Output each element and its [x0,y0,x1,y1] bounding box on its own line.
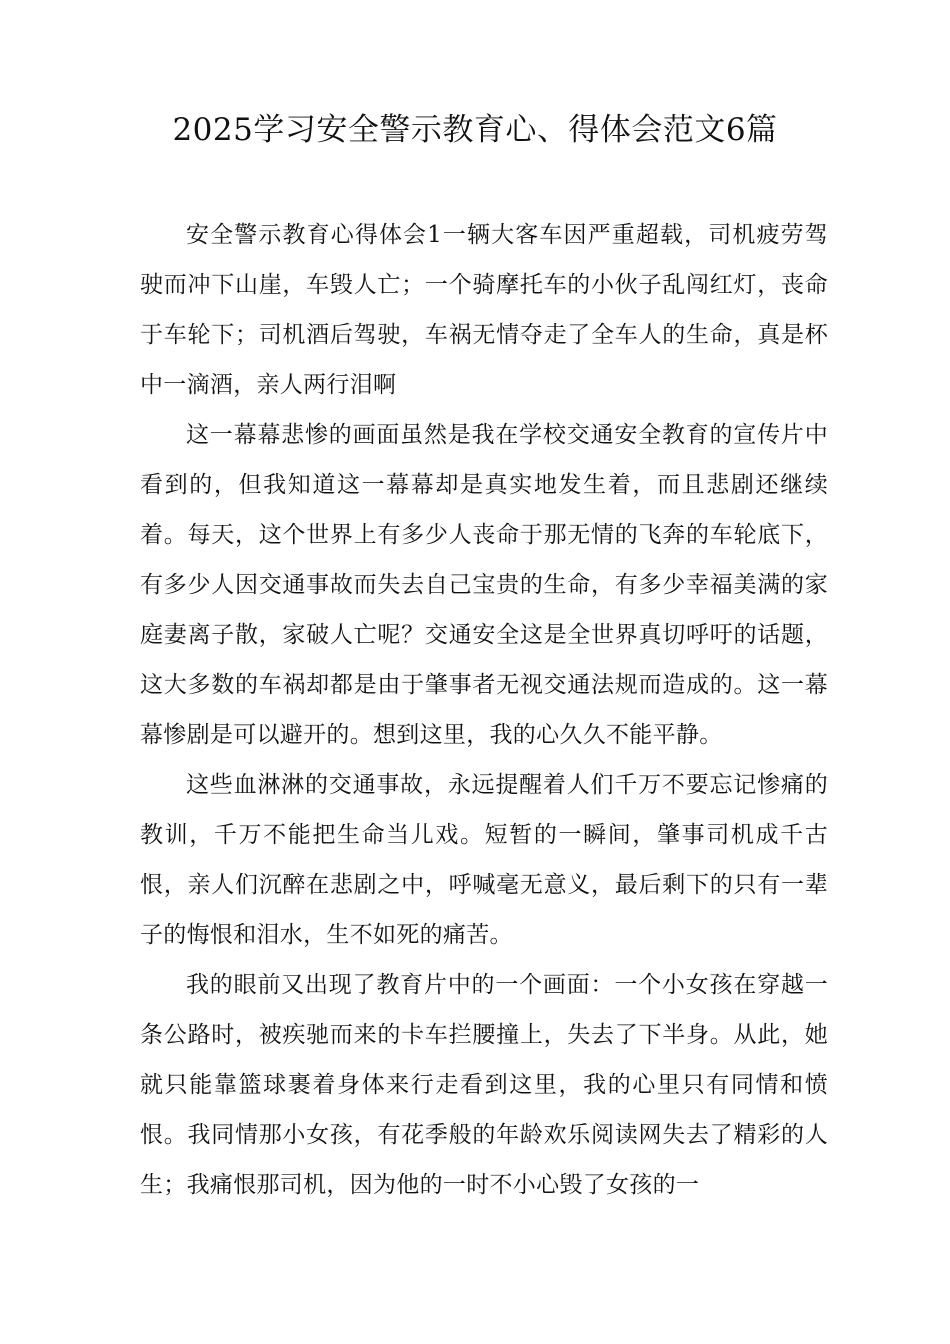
document-title: 2025学习安全警示教育心、得体会范文6篇 [172,112,778,148]
document-body [140,210,828,1210]
paragraph-3: 这些血淋淋的交通事故，永远提醒着人们千万不要忘记惨痛的教训，千万不能把生命当儿戏。短暂的一瞬间，肇事司机成千古恨，亲人们沉醉在悲剧之中，呼喊毫无意义，最后剩下的只有一辈子的悔恨和泪水，生不如死的痛苦。 [140,772,828,948]
paragraph-1: 安全警示教育心得体会1一辆大客车因严重超载，司机疲劳驾驶而冲下山崖，车毁人亡；一个骑摩托车的小伙子乱闯红灯，丧命于车轮下；司机酒后驾驶，车祸无情夺走了全车人的生命，真是杯中一滴酒，亲人两行泪啊 [140,222,828,398]
paragraph-4: 我的眼前又出现了教育片中的一个画面：一个小女孩在穿越一条公路时，被疾驰而来的卡车拦腰撞上，失去了下半身。从此，她就只能靠篮球裹着身体来行走看到这里，我的心里只有同情和愤恨。我同情那小女孩，有花季般的年龄欢乐阅读网失去了精彩的人生；我痛恨那司机，因为他的一时不小心毁了女孩的一 [140,972,828,1198]
paragraph-2: 这一幕幕悲惨的画面虽然是我在学校交通安全教育的宣传片中看到的，但我知道这一幕幕却是真实地发生着，而且悲剧还继续着。每天，这个世界上有多少人丧命于那无情的飞奔的车轮底下，有多少人因交通事故而失去自己宝贵的生命，有多少幸福美满的家庭妻离子散，家破人亡呢？交通安全这是全世界真切呼吁的话题，这大多数的车祸却都是由于肇事者无视交通法规而造成的。这一幕幕惨剧是可以避开的。想到这里，我的心久久不能平静。 [140,422,828,748]
